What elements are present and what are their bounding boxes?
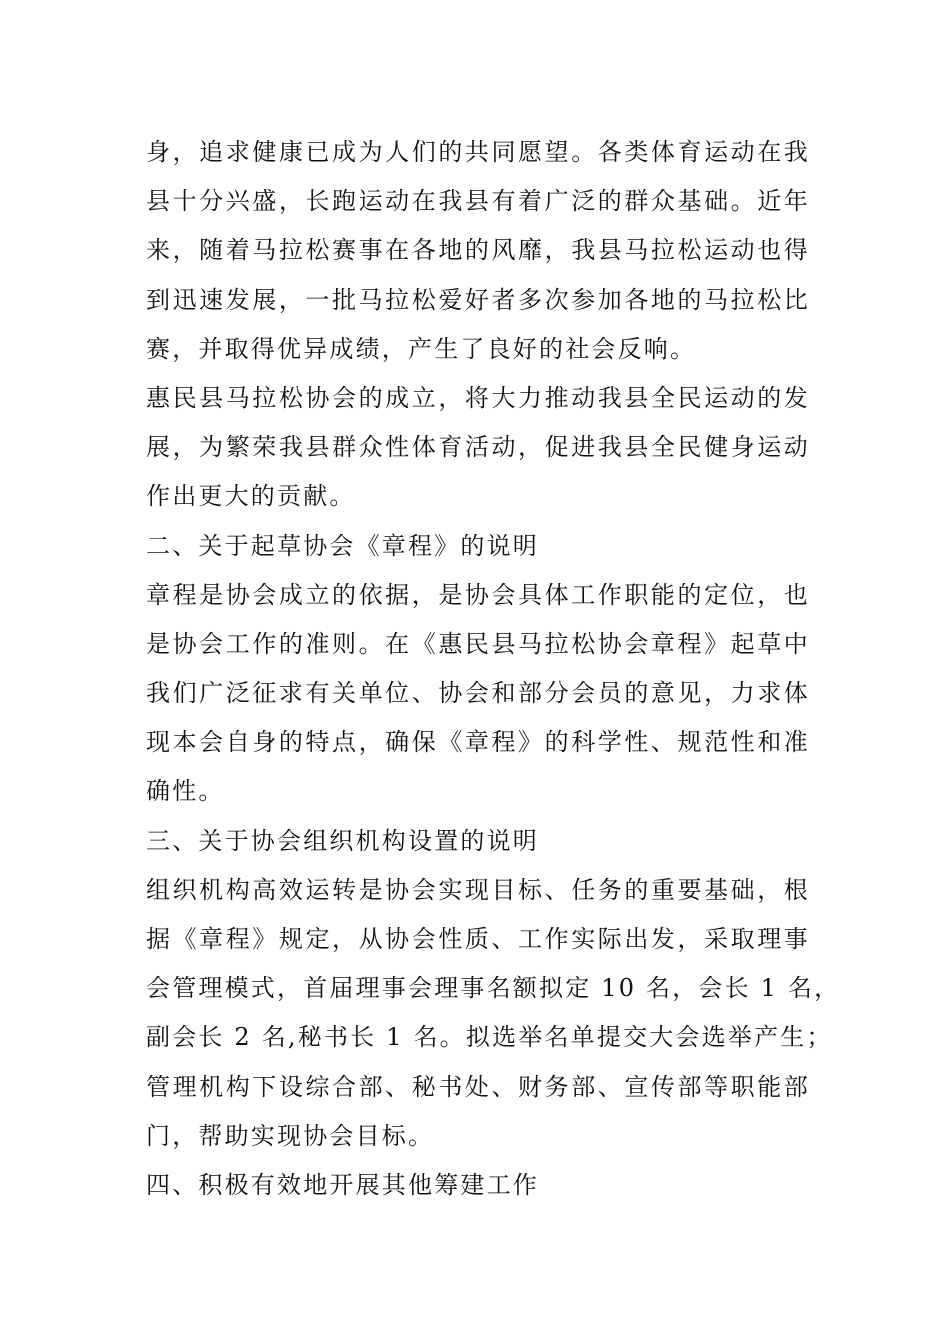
paragraph-line: 确性。 (146, 777, 225, 806)
paragraph-line: 门，帮助实现协会目标。 (146, 1121, 435, 1150)
paragraph-line: 副会长 2 名,秘书长 1 名。拟选举名单提交大会选举产生； (146, 1023, 833, 1052)
paragraph-line: 组织机构高效运转是协会实现目标、任务的重要基础，根 (146, 875, 810, 904)
section-heading: 四、积极有效地开展其他筹建工作 (146, 1170, 539, 1199)
paragraph-line: 现本会自身的特点，确保《章程》的科学性、规范性和准 (146, 728, 810, 757)
paragraph-line: 展，为繁荣我县群众性体育活动，促进我县全民健身运动 (146, 433, 810, 462)
paragraph-line: 惠民县马拉松协会的成立，将大力推动我县全民运动的发 (146, 383, 810, 412)
paragraph-line: 管理机构下设综合部、秘书处、财务部、宣传部等职能部 (146, 1072, 810, 1101)
section-heading: 二、关于起草协会《章程》的说明 (146, 531, 539, 560)
document-body (146, 128, 841, 1210)
paragraph-line: 据《章程》规定，从协会性质、工作实际出发，采取理事 (146, 925, 810, 953)
paragraph-line: 赛，并取得优异成绩，产生了良好的社会反响。 (146, 334, 697, 363)
paragraph-line: 我们广泛征求有关单位、协会和部分会员的意见，力求体 (146, 679, 810, 708)
paragraph-line: 会管理模式，首届理事会理事名额拟定 10 名，会长 1 名， (146, 974, 841, 1003)
paragraph-line: 身，追求健康已成为人们的共同愿望。各类体育运动在我 (146, 138, 810, 166)
paragraph-line: 是协会工作的准则。在《惠民县马拉松协会章程》起草中 (146, 629, 810, 658)
paragraph-line: 来，随着马拉松赛事在各地的风靡，我县马拉松运动也得 (146, 236, 810, 265)
paragraph-line: 章程是协会成立的依据，是协会具体工作职能的定位，也 (146, 580, 810, 609)
paragraph-line: 到迅速发展，一批马拉松爱好者多次参加各地的马拉松比 (146, 285, 810, 314)
section-heading: 三、关于协会组织机构设置的说明 (146, 826, 539, 855)
paragraph-line: 县十分兴盛，长跑运动在我县有着广泛的群众基础。近年 (146, 187, 810, 216)
paragraph-line: 作出更大的贡献。 (146, 482, 356, 511)
